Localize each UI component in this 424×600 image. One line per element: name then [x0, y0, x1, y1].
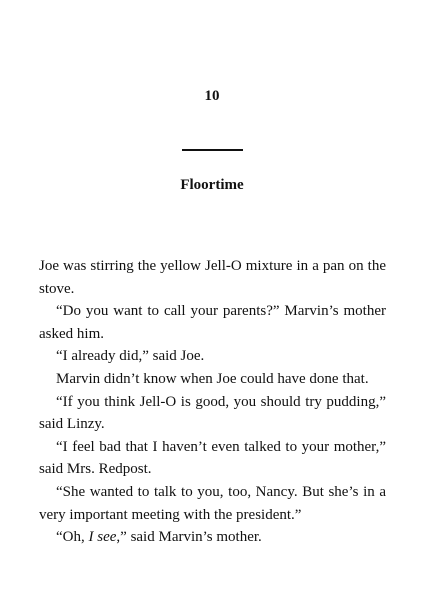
paragraph-text-after: ,” said Marvin’s mother.: [116, 529, 262, 546]
chapter-body: [39, 255, 386, 549]
paragraph-text-before: “Oh,: [56, 529, 89, 546]
chapter-number: 10: [204, 88, 220, 104]
chapter-divider-rule: [182, 149, 243, 151]
paragraph: “I feel bad that I haven’t even talked to your mother,” said Mrs. Redpost.: [39, 438, 386, 478]
chapter-title: Floortime: [180, 177, 244, 193]
paragraph: “If you think Jell-O is good, you should try pudding,” said Linzy.: [39, 393, 386, 433]
paragraph-italic-text: I see: [88, 529, 117, 546]
paragraph-last: [39, 526, 386, 549]
paragraph: Marvin didn’t know when Joe could have done that.: [56, 370, 369, 387]
paragraph: Joe was stirring the yellow Jell-O mixture in a pan on the stove.: [39, 258, 386, 297]
paragraph: “I already did,” said Joe.: [56, 348, 205, 365]
paragraph: “Do you want to call your parents?” Marvin’s mother asked him.: [39, 303, 386, 342]
paragraph: “She wanted to talk to you, too, Nancy. But she’s in a very important meeting with the president.”: [39, 483, 386, 523]
